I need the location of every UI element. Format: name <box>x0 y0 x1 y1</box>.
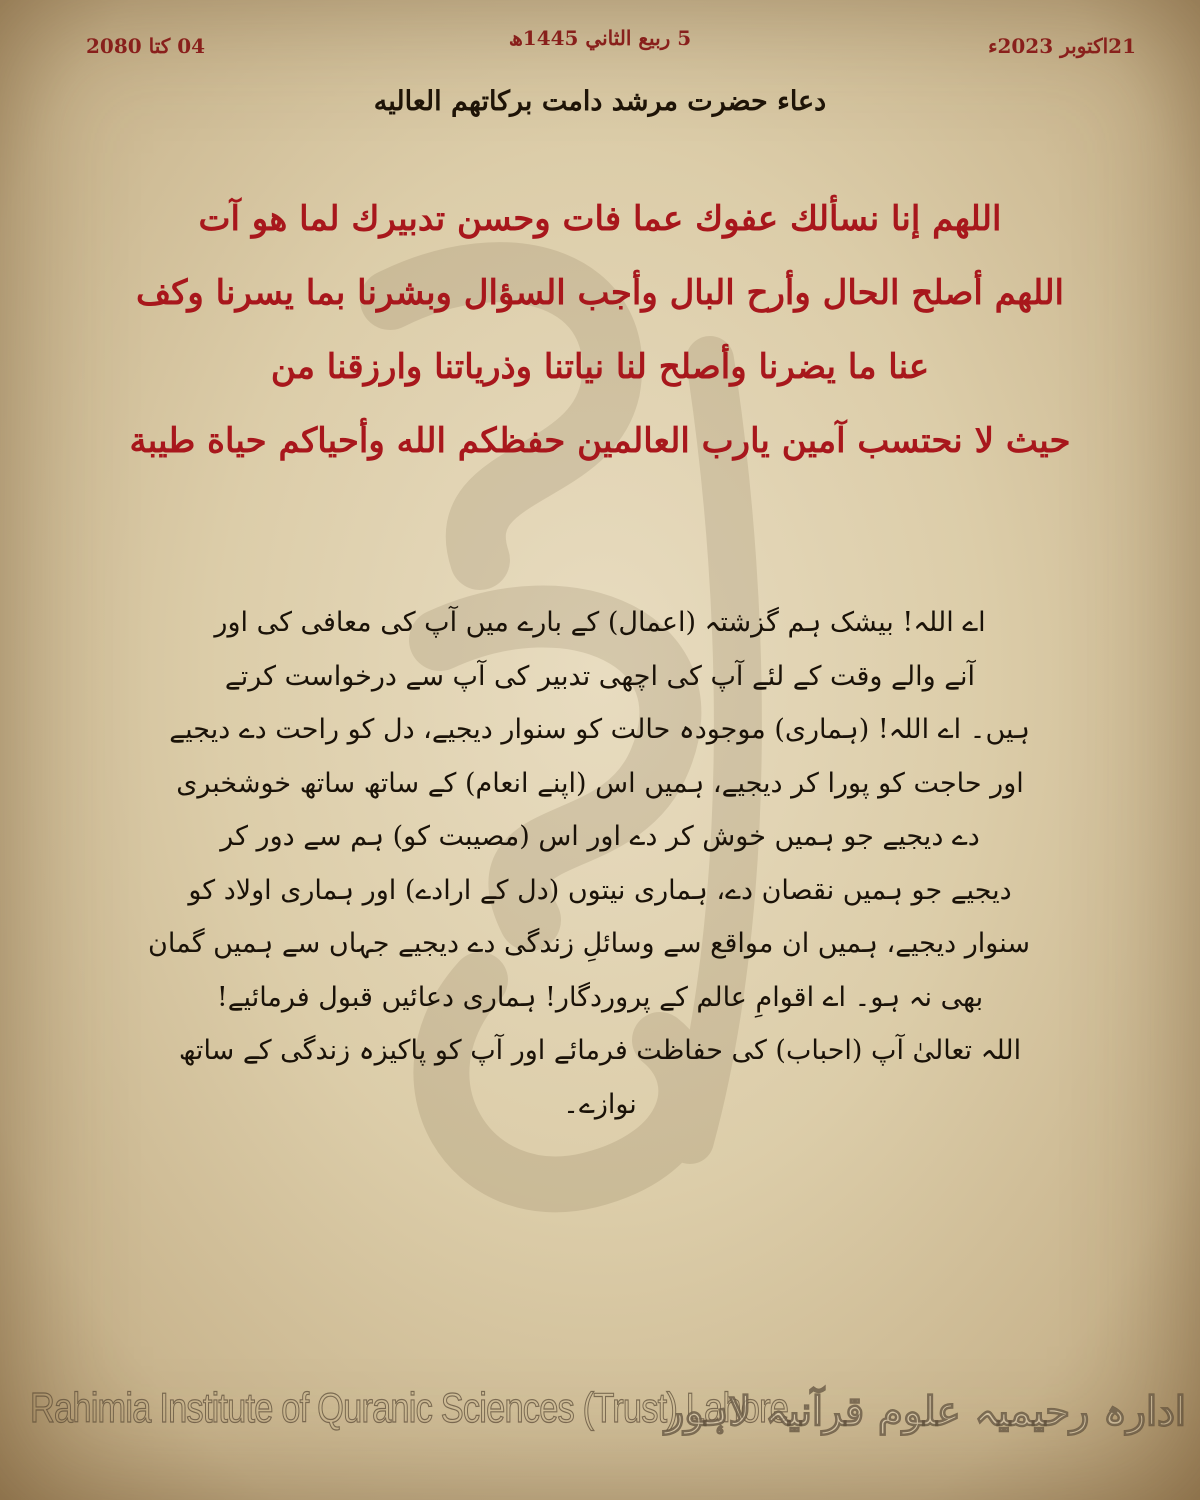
page-title: دعاء حضرت مرشد دامت برکاتهم العالیه <box>373 86 827 117</box>
desi-date: 04 کتا 2080 <box>86 34 206 58</box>
arabic-line: عنا ما يضرنا وأصلح لنا نياتنا وذرياتنا وارزقنا من <box>270 347 930 387</box>
urdu-line: دیجیے جو ہمیں نقصان دے، ہماری نیتوں (دل کے ارادے) اور ہماری اولاد کو <box>188 874 1012 906</box>
arabic-line: اللهم إنا نسألك عفوك عما فات وحسن تدبيرك لما هو آت <box>198 199 1002 239</box>
institute-logo-urdu: ادارہ رحیمیہ علوم قرآنیہ لاہور <box>665 1388 1186 1435</box>
urdu-line: اللہ تعالیٰ آپ (احباب) کی حفاظت فرمائے اور آپ کو پاکیزہ زندگی کے ساتھ <box>178 1035 1022 1066</box>
hijri-date: 5 ربيع الثاني 1445ھ <box>508 26 692 50</box>
urdu-line: اے اللہ! بیشک ہم گزشتہ (اعمال) کے بارے میں آپ کی معافی کی اور <box>214 607 986 638</box>
gregorian-date: 21اکتوبر 2023ء <box>988 34 1136 58</box>
urdu-line: آنے والے وقت کے لئے آپ کی اچھی تدبیر کی آپ سے درخواست کرتے <box>224 660 976 692</box>
urdu-line: بھی نہ ہو۔ اے اقوامِ عالم کے پروردگار! ہماری دعائیں قبول فرمائیے! <box>216 981 984 1013</box>
urdu-line: نوازے۔ <box>563 1088 637 1120</box>
arabic-prayer <box>70 182 1130 478</box>
arabic-line: اللهم أصلح الحال وأرح البال وأجب السؤال وبشرنا بما يسرنا وكف <box>136 273 1064 313</box>
urdu-line: ہیں۔ اے اللہ! (ہماری) موجودہ حالت کو سنوار دیجیے، دل کو راحت دے دیجیے <box>169 714 1030 745</box>
institute-name-english: Rahimia Institute of Quranic Sciences (Trust) Lahore <box>30 1384 789 1431</box>
urdu-line: سنوار دیجیے، ہمیں ان مواقع سے وسائلِ زندگی دے دیجیے جہاں سے ہمیں گمان <box>148 928 1030 959</box>
urdu-line: دے دیجیے جو ہمیں خوش کر دے اور اس (مصیبت کو) ہم سے دور کر <box>220 821 980 852</box>
footer <box>0 1376 1200 1456</box>
urdu-translation <box>148 596 1030 1131</box>
urdu-line: اور حاجت کو پورا کر دیجیے، ہمیں اس (اپنے انعام) کے ساتھ ساتھ خوشخبری <box>176 767 1024 799</box>
arabic-line: حيث لا نحتسب آمين يارب العالمين حفظكم الله وأحياكم حياة طيبة <box>129 421 1071 461</box>
